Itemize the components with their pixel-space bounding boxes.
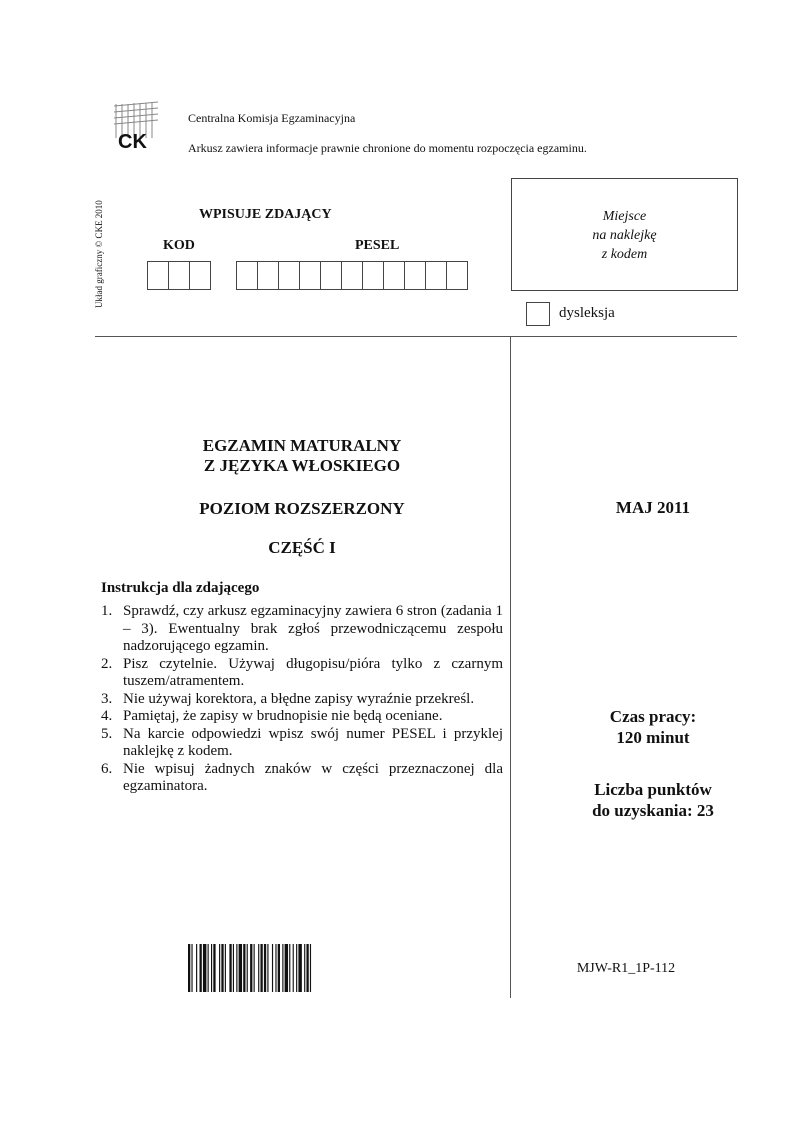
kod-label: KOD xyxy=(163,238,195,253)
exam-title-line: Z JĘZYKA WŁOSKIEGO xyxy=(203,456,401,475)
org-name: Centralna Komisja Egzaminacyjna xyxy=(188,111,356,125)
barcode-bar xyxy=(211,944,212,992)
instruction-item xyxy=(101,708,503,726)
copyright-vertical: Układ graficzny © CKE 2010 xyxy=(94,200,104,308)
horizontal-divider xyxy=(95,336,737,337)
barcode-image xyxy=(188,944,418,992)
instruction-num: 6. xyxy=(101,760,113,777)
barcode-bar xyxy=(229,944,231,992)
barcode-bar xyxy=(310,944,311,992)
exam-date: MAJ 2011 xyxy=(615,498,691,517)
sticker-line: Miejsce xyxy=(602,209,647,224)
barcode-bar xyxy=(233,944,234,992)
barcode-bar xyxy=(208,944,209,992)
pesel-box[interactable] xyxy=(446,261,468,290)
barcode-bar xyxy=(221,944,223,992)
pesel-box[interactable] xyxy=(425,261,447,290)
work-time-line: Czas pracy: xyxy=(609,707,697,726)
instruction-item xyxy=(101,761,503,796)
kod-box[interactable] xyxy=(168,261,190,290)
dyslexia-label: dysleksja xyxy=(559,305,615,321)
pesel-box[interactable] xyxy=(320,261,342,290)
instruction-text: Pamiętaj, że zapisy w brudnopisie nie będą oceniane. xyxy=(123,708,443,724)
barcode-bar xyxy=(278,944,280,992)
barcode-bar xyxy=(250,944,252,992)
kod-box[interactable] xyxy=(147,261,169,290)
exam-title-line: EGZAMIN MATURALNY xyxy=(202,436,402,455)
barcode-bar xyxy=(188,944,190,992)
pesel-label: PESEL xyxy=(355,238,400,253)
barcode-bar xyxy=(296,944,297,992)
instruction-item xyxy=(101,691,503,709)
instruction-num: 1. xyxy=(101,603,113,619)
barcode-bar xyxy=(203,944,206,992)
barcode-bar xyxy=(275,944,276,992)
instruction-item xyxy=(101,656,503,691)
instruction-text: Nie używaj korektora, a błędne zapisy wyraźnie przekreśl. xyxy=(123,690,475,707)
pesel-box[interactable] xyxy=(341,261,363,290)
pesel-box[interactable] xyxy=(299,261,321,290)
barcode-bar xyxy=(200,944,202,992)
instruction-text: Nie wpisuj żadnych znaków w części przeznaczonej dla egzaminatora. xyxy=(123,760,503,794)
barcode-bar xyxy=(196,944,197,992)
kod-boxes[interactable] xyxy=(148,261,211,290)
instruction-num: 5. xyxy=(101,725,113,742)
barcode-bar xyxy=(219,944,220,992)
barcode-bar xyxy=(289,944,290,992)
barcode-bar xyxy=(225,944,226,992)
pesel-box[interactable] xyxy=(236,261,258,290)
pesel-box[interactable] xyxy=(404,261,426,290)
instruction-text: Na karcie odpowiedzi wpisz swój numer PESEL i przyklej naklejkę z kodem. xyxy=(123,725,503,759)
pesel-box[interactable] xyxy=(362,261,384,290)
sheet-code: MJW-R1_1P-112 xyxy=(576,961,676,976)
points-line: Liczba punktów xyxy=(594,780,712,799)
student-fill-heading: WPISUJE ZDAJĄCY xyxy=(199,207,332,222)
barcode-bar xyxy=(298,944,301,992)
barcode-bar xyxy=(285,944,288,992)
kod-box[interactable] xyxy=(189,261,211,290)
work-time-line: 120 minut xyxy=(616,728,690,747)
exam-part: CZĘŚĆ I xyxy=(268,538,336,557)
sticker-line: na naklejkę xyxy=(592,228,657,243)
instruction-item xyxy=(101,726,503,761)
exam-level: POZIOM ROZSZERZONY xyxy=(199,499,405,518)
work-time xyxy=(511,706,794,748)
instructions-heading: Instrukcja dla zdającego xyxy=(101,580,260,596)
instructions-list xyxy=(101,603,503,796)
svg-text:CK: CK xyxy=(118,131,147,153)
instruction-item xyxy=(101,603,503,656)
instruction-text: Sprawdź, czy arkusz egzaminacyjny zawiera 6 stron (zadania 1 – 3). Ewentualny brak zgłoś przewodniczącemu zespołu nadzorującego egzamin. xyxy=(123,603,503,654)
barcode-bar xyxy=(243,944,245,992)
instruction-num: 2. xyxy=(101,655,113,672)
pesel-box[interactable] xyxy=(383,261,405,290)
barcode-bar xyxy=(304,944,305,992)
instruction-text: Pisz czytelnie. Używaj długopisu/pióra tylko z czarnym tuszem/atramentem. xyxy=(123,655,503,689)
pesel-box[interactable] xyxy=(278,261,300,290)
barcode-bar xyxy=(236,944,237,992)
sticker-box xyxy=(511,178,738,291)
points-line: do uzyskania: 23 xyxy=(592,801,714,820)
barcode-bar xyxy=(272,944,273,992)
barcode-bar xyxy=(191,944,192,992)
barcode-bar xyxy=(306,944,308,992)
points-total xyxy=(511,779,794,821)
barcode-bar xyxy=(260,944,262,992)
barcode-bar xyxy=(254,944,255,992)
protection-notice: Arkusz zawiera informacje prawnie chronione do momentu rozpoczęcia egzaminu. xyxy=(188,141,587,155)
barcode-bar xyxy=(258,944,259,992)
sticker-line: z kodem xyxy=(601,247,648,262)
barcode-bar xyxy=(239,944,242,992)
exam-title xyxy=(120,436,484,476)
pesel-box[interactable] xyxy=(257,261,279,290)
barcode-bar xyxy=(267,944,268,992)
barcode-bar xyxy=(213,944,215,992)
cke-logo xyxy=(108,98,166,156)
barcode-bar xyxy=(264,944,266,992)
dyslexia-checkbox[interactable] xyxy=(526,302,550,326)
barcode-bar xyxy=(282,944,283,992)
barcode-bar xyxy=(293,944,294,992)
pesel-boxes[interactable] xyxy=(237,261,468,290)
vertical-divider xyxy=(510,336,511,998)
barcode-bar xyxy=(247,944,248,992)
instruction-num: 3. xyxy=(101,690,113,707)
instruction-num: 4. xyxy=(101,708,113,724)
